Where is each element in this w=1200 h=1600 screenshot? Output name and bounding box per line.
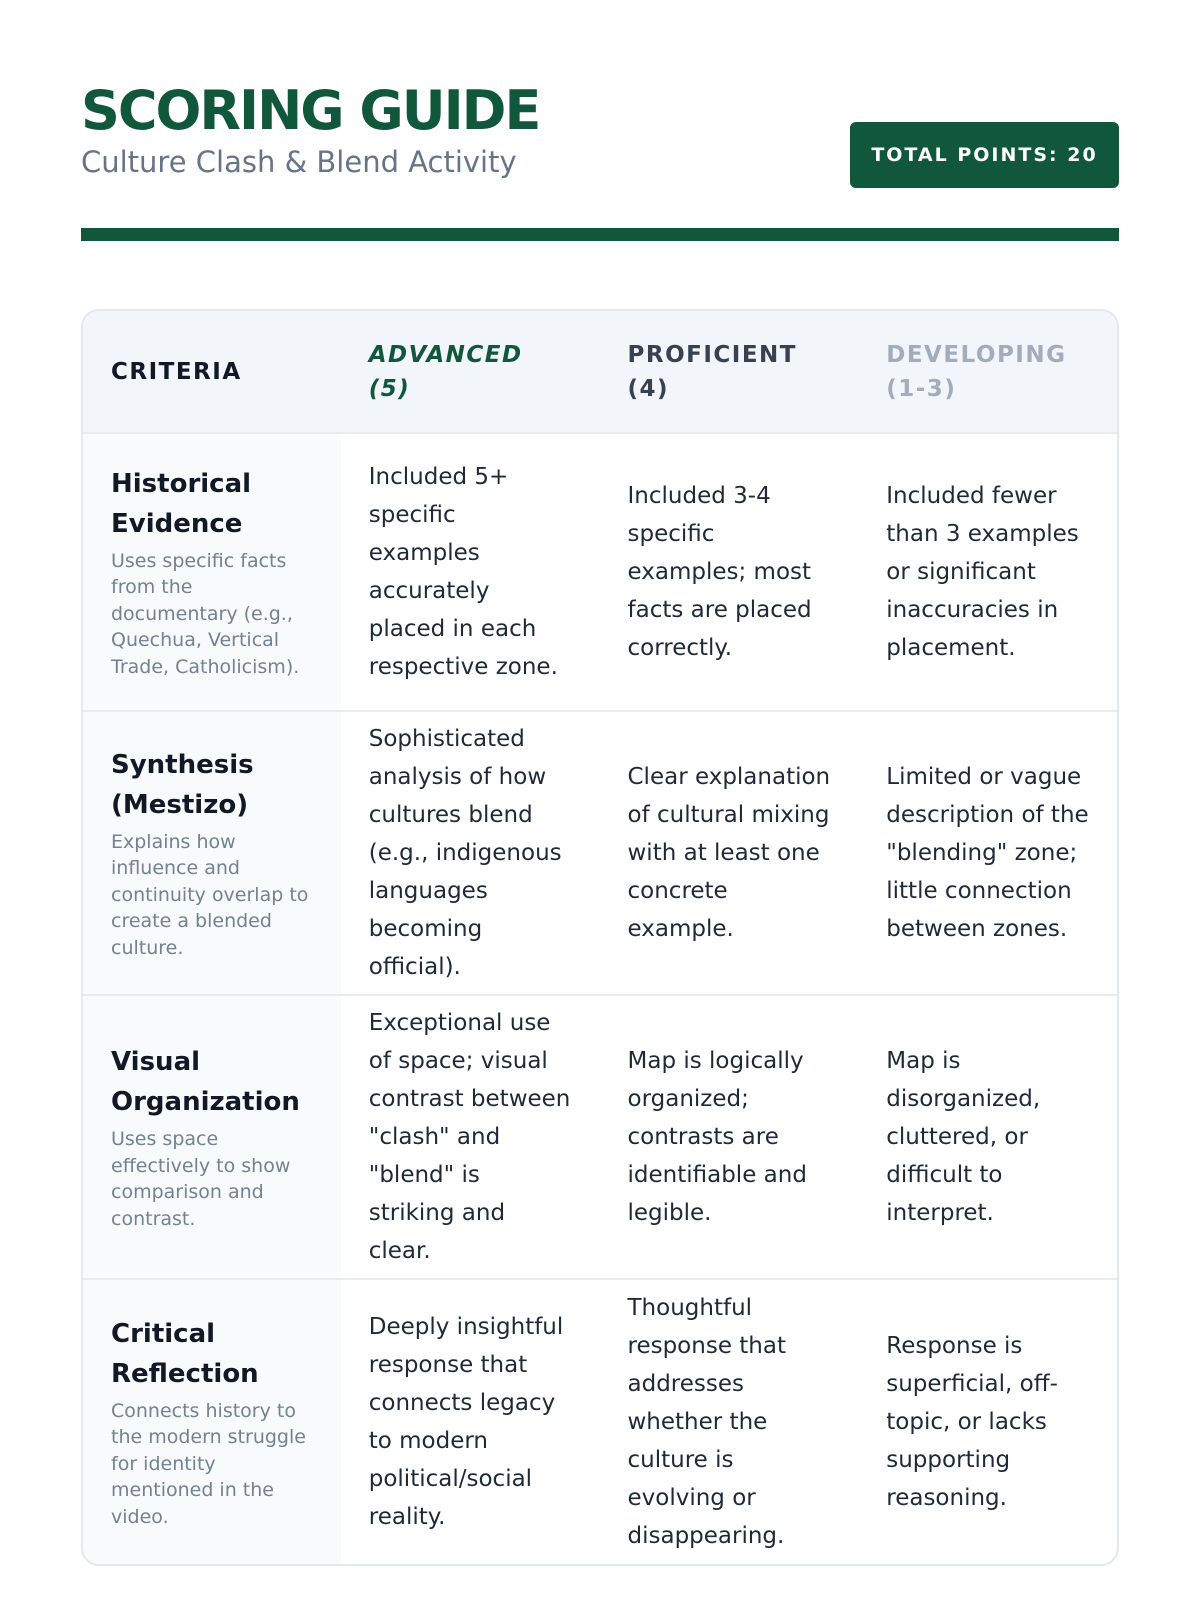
total-points-badge: TOTAL POINTS: 20: [850, 122, 1119, 188]
criteria-description: Connects history to the modern struggle for identity mentioned in the video.: [111, 1399, 306, 1528]
column-header-developing: DEVELOPING (1-3): [886, 341, 1067, 402]
advanced-cell: Exceptional use of space; visual contrast between "clash" and "blend" is striking and clear.: [368, 1010, 571, 1264]
developing-cell: Included fewer than 3 examples or significant inaccuracies in placement.: [886, 483, 1079, 661]
column-header-criteria: CRITERIA: [111, 358, 242, 385]
rubric-table: [81, 309, 1119, 1566]
advanced-cell: Included 5+ specific examples accurately placed in each respective zone.: [368, 464, 558, 680]
page-title: SCORING GUIDE: [81, 79, 540, 142]
criteria-cell: [83, 712, 341, 994]
criteria-name: Historical Evidence: [111, 468, 252, 539]
proficient-cell: Included 3-4 specific examples; most facts are placed correctly.: [627, 483, 812, 661]
header: [81, 79, 1119, 241]
criteria-name: Critical Reflection: [111, 1318, 259, 1389]
criteria-cell: [83, 1280, 341, 1564]
table-row: [83, 434, 1117, 712]
table-header-row: [83, 311, 1117, 434]
advanced-cell: Sophisticated analysis of how cultures blend (e.g., indigenous languages becoming official).: [368, 726, 562, 980]
column-header-proficient: PROFICIENT (4): [627, 341, 797, 402]
page-subtitle: Culture Clash & Blend Activity: [81, 145, 517, 179]
criteria-description: Uses specific facts from the documentary (e.g., Quechua, Vertical Trade, Catholicism).: [111, 549, 300, 678]
proficient-cell: Map is logically organized; contrasts are identifiable and legible.: [627, 1048, 807, 1226]
criteria-description: Explains how influence and continuity overlap to create a blended culture.: [111, 830, 309, 959]
criteria-name: Visual Organization: [111, 1047, 300, 1117]
proficient-cell: Thoughtful response that addresses whether the culture is evolving or disappearing.: [627, 1295, 786, 1549]
table-row: [83, 1280, 1117, 1564]
developing-cell: Limited or vague description of the "blending" zone; little connection between zones.: [886, 764, 1089, 942]
developing-cell: Map is disorganized, cluttered, or difficult to interpret.: [886, 1048, 1041, 1226]
table-row: [83, 996, 1117, 1280]
criteria-description: Uses space effectively to show comparison and contrast.: [111, 1128, 291, 1230]
proficient-cell: Clear explanation of cultural mixing with at least one concrete example.: [627, 764, 831, 942]
column-header-advanced: ADVANCED (5): [368, 341, 523, 402]
criteria-cell: [83, 434, 341, 710]
table-row: [83, 712, 1117, 996]
advanced-cell: Deeply insightful response that connects legacy to modern political/social reality.: [368, 1314, 564, 1530]
criteria-cell: [83, 996, 341, 1278]
criteria-name: Synthesis (Mestizo): [111, 749, 254, 820]
developing-cell: Response is superficial, off-topic, or lacks supporting reasoning.: [886, 1333, 1058, 1511]
